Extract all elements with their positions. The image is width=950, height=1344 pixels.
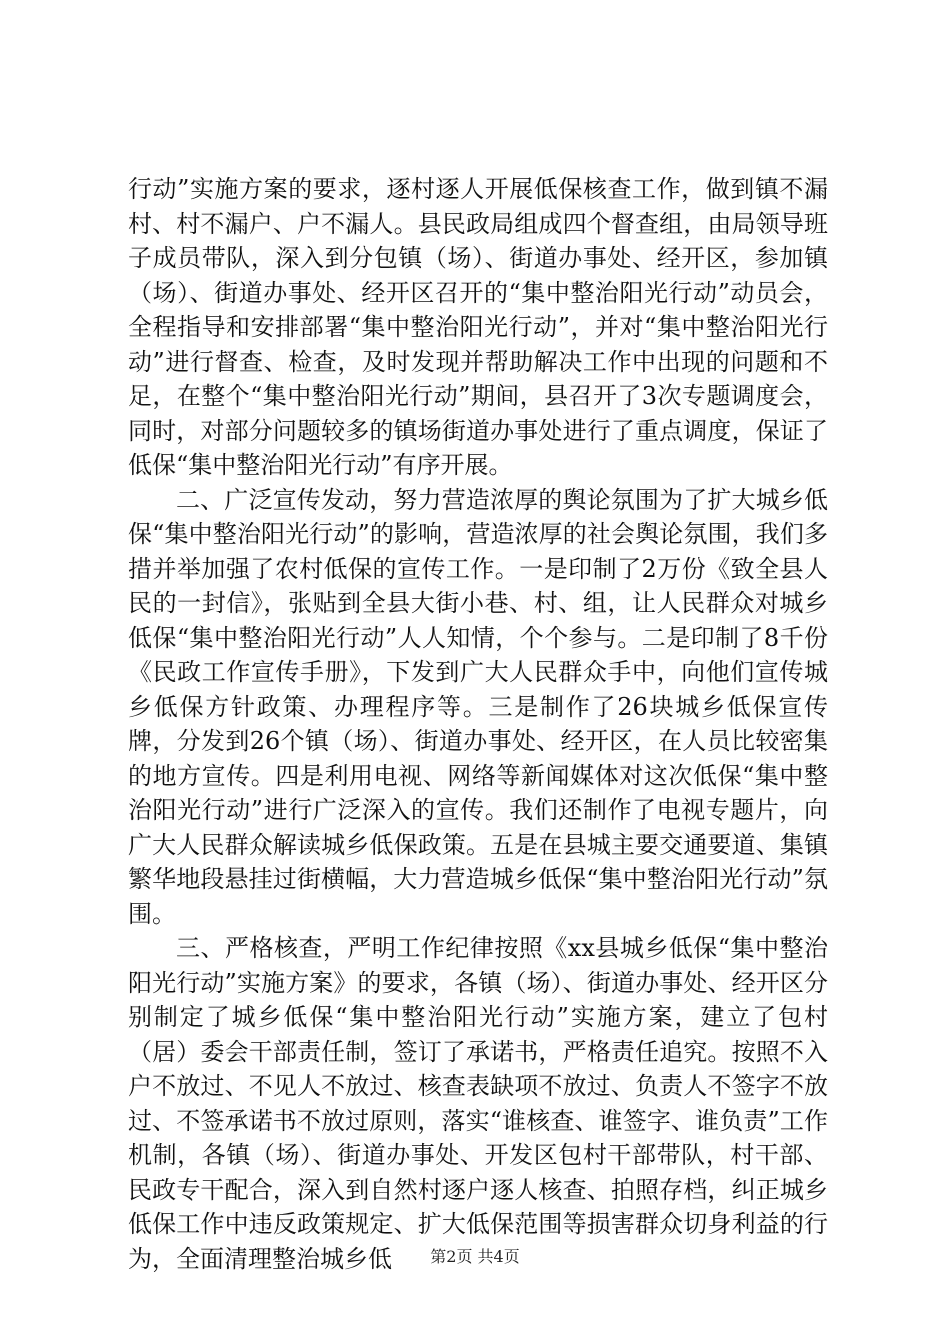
paragraph-verification: 三、严格核查，严明工作纪律按照《xx县城乡低保“集中整治阳光行动”实施方案》的要求，各镇（场）、街道办事处、经开区分别制定了城乡低保“集中整治阳光行动”实施方案，建立了包村（居）委会干部责任制，签订了承诺书，严格责任追究。按照不入户不放过、不见人不放过、核查表缺项不放过、负责人不签字不放过、不签承诺书不放过原则，落实“谁核查、谁签字、谁负责”工作机制，各镇（场）、街道办事处、开发区包村干部带队，村干部、民政专干配合，深入到自然村逐户逐人核查、拍照存档，纠正城乡低保工作中违反政策规定、扩大低保范围等损害群众切身利益的行为，全面清理整治城乡低: [128, 934, 828, 1273]
document-body: [128, 172, 828, 1276]
paragraph-continuation: 行动”实施方案的要求，逐村逐人开展低保核查工作，做到镇不漏村、村不漏户、户不漏人。县民政局组成四个督查组，由局领导班子成员带队，深入到分包镇（场）、街道办事处、经开区，参加镇（场）、街道办事处、经开区召开的“集中整治阳光行动”动员会，全程指导和安排部署“集中整治阳光行动”，并对“集中整治阳光行动”进行督查、检查，及时发现并帮助解决工作中出现的问题和不足，在整个“集中整治阳光行动”期间，县召开了3次专题调度会，同时，对部分问题较多的镇场街道办事处进行了重点调度，保证了低保“集中整治阳光行动”有序开展。: [128, 175, 828, 479]
paragraph-publicity: 二、广泛宣传发动，努力营造浓厚的舆论氛围为了扩大城乡低保“集中整治阳光行动”的影响，营造浓厚的社会舆论氛围，我们多措并举加强了农村低保的宣传工作。一是印制了2万份《致全县人民的一封信》，张贴到全县大街小巷、村、组，让人民群众对城乡低保“集中整治阳光行动”人人知情，个个参与。二是印制了8千份《民政工作宣传手册》，下发到广大人民群众手中，向他们宣传城乡低保方针政策、办理程序等。三是制作了26块城乡低保宣传牌，分发到26个镇（场）、街道办事处、经开区，在人员比较密集的地方宣传。四是利用电视、网络等新闻媒体对这次低保“集中整治阳光行动”进行广泛深入的宣传。我们还制作了电视专题片，向广大人民群众解读城乡低保政策。五是在县城主要交通要道、集镇繁华地段悬挂过街横幅，大力营造城乡低保“集中整治阳光行动”氛围。: [128, 485, 828, 928]
page-footer: 第2页 共4页: [430, 1247, 520, 1266]
